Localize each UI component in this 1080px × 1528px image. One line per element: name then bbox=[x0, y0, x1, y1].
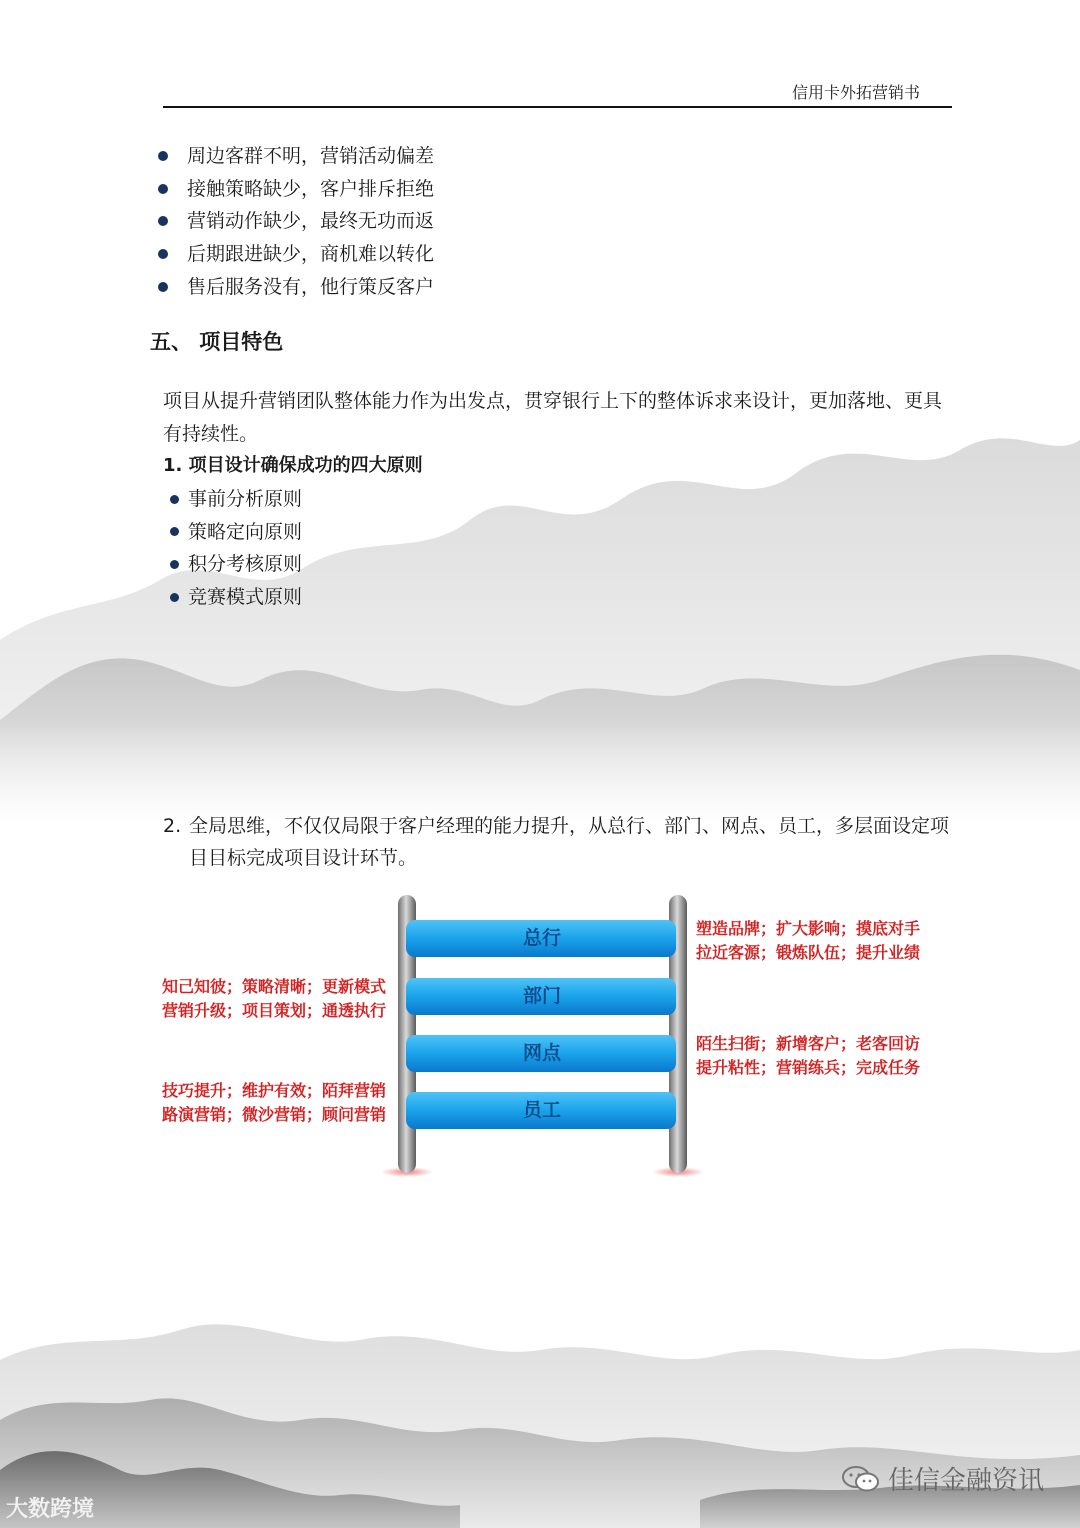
list-item: 积分考核原则 bbox=[170, 548, 302, 581]
list-item: 策略定向原则 bbox=[170, 516, 302, 549]
principles-heading: 1. 项目设计确保成功的四大原则 bbox=[163, 455, 423, 476]
level-label-zonghang: 总行 bbox=[522, 927, 561, 949]
point-text-line2: 目目标完成项目设计环节。 bbox=[189, 847, 418, 869]
list-item: 售后服务没有，他行策反客户 bbox=[158, 270, 434, 303]
note-yuangong: 技巧提升；维护有效；陌拜营销 路演营销；微沙营销；顾问营销 bbox=[162, 1081, 387, 1124]
wechat-icon bbox=[840, 1464, 882, 1494]
list-item: 事前分析原则 bbox=[170, 483, 302, 516]
watermark-text: 佳信金融资讯 bbox=[887, 1466, 1044, 1496]
list-item: 竞赛模式原则 bbox=[170, 581, 302, 614]
list-item: 周边客群不明，营销活动偏差 bbox=[158, 140, 434, 173]
section-title: 五、 项目特色 bbox=[150, 330, 284, 354]
note-zonghang: 塑造品牌；扩大影响；摸底对手 拉近客源；锻炼队伍；提升业绩 bbox=[696, 919, 921, 962]
list-item: 接触策略缺少，客户排斥拒绝 bbox=[158, 173, 434, 206]
header-title: 信用卡外拓营销书 bbox=[791, 83, 920, 102]
list-item: 后期跟进缺少，商机难以转化 bbox=[158, 238, 434, 271]
level-label-yuangong: 员工 bbox=[522, 1099, 561, 1121]
point-text-line1: 全局思维，不仅仅局限于客户经理的能力提升，从总行、部门、网点、员工，多层面设定项 bbox=[189, 815, 950, 837]
bottom-left-watermark: 大数跨境 bbox=[6, 1497, 95, 1522]
note-wangdian: 陌生扫街；新增客户；老客回访 提升粘性；营销练兵；完成任务 bbox=[696, 1034, 921, 1077]
point-number: 2. bbox=[163, 815, 182, 837]
level-label-wangdian: 网点 bbox=[522, 1042, 561, 1064]
level-label-bumen: 部门 bbox=[522, 985, 561, 1007]
wechat-watermark bbox=[840, 1460, 1044, 1497]
section-paragraph: 项目从提升营销团队整体能力作为出发点，贯穿银行上下的整体诉求来设计，更加落地、更具有持续性。 bbox=[163, 390, 943, 445]
list-item: 营销动作缺少，最终无功而返 bbox=[158, 205, 434, 238]
note-bumen: 知己知彼；策略清晰；更新模式 营销升级；项目策划；通透执行 bbox=[162, 977, 387, 1020]
